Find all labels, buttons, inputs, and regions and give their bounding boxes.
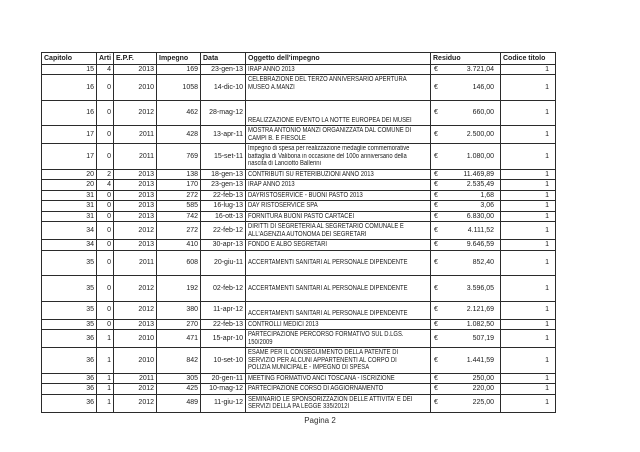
cell-capitolo: 15 — [42, 64, 97, 75]
cell-capitolo: 36 — [42, 384, 97, 395]
table-row — [42, 250, 556, 276]
table-row — [42, 348, 556, 374]
header-epf: E.P.F. — [114, 53, 157, 65]
oggetto-line: CONTRIBUTI SU RETERIBUZIONI ANNO 2013 — [248, 170, 374, 178]
cell-residuo — [431, 75, 501, 101]
cell-codice-titolo: 1 — [501, 330, 556, 348]
cell-codice-titolo: 1 — [501, 180, 556, 191]
oggetto-line: DIRITTI DI SEGRETERIA AL SEGRETARIO COMUNALE E — [248, 223, 404, 230]
table-row — [42, 75, 556, 101]
cell-residuo — [431, 64, 501, 75]
residuo-amount: 220,00 — [472, 385, 494, 392]
cell-epf: 2012 — [114, 384, 157, 395]
oggetto-line: IRAP ANNO 2013 — [248, 181, 295, 188]
cell-residuo — [431, 144, 501, 170]
cell-oggetto — [246, 319, 431, 330]
cell-codice-titolo: 1 — [501, 144, 556, 170]
euro-symbol: € — [434, 170, 438, 178]
cell-articolo: 4 — [97, 64, 114, 75]
cell-codice-titolo: 1 — [501, 75, 556, 101]
cell-impegno: 471 — [157, 330, 201, 348]
cell-codice-titolo: 1 — [501, 373, 556, 384]
cell-oggetto — [246, 100, 431, 126]
cell-articolo: 0 — [97, 319, 114, 330]
cell-epf: 2011 — [114, 250, 157, 276]
euro-symbol: € — [434, 226, 438, 234]
cell-articolo: 0 — [97, 75, 114, 101]
euro-symbol: € — [434, 374, 438, 382]
euro-symbol: € — [434, 306, 438, 314]
cell-codice-titolo: 1 — [501, 384, 556, 395]
cell-articolo: 0 — [97, 276, 114, 302]
oggetto-line: MUSEO A.MANZI — [248, 83, 295, 91]
cell-codice-titolo: 1 — [501, 276, 556, 302]
cell-impegno: 489 — [157, 394, 201, 412]
cell-oggetto — [246, 384, 431, 395]
cell-capitolo: 31 — [42, 201, 97, 212]
cell-articolo: 2 — [97, 169, 114, 180]
cell-impegno: 170 — [157, 180, 201, 191]
cell-articolo: 0 — [97, 126, 114, 144]
euro-symbol: € — [434, 152, 438, 160]
cell-data: 10-set-10 — [201, 348, 246, 374]
oggetto-line: ALL'AGENZIA AUTONOMA DEI SEGRETARI — [248, 230, 367, 238]
oggetto-line: SERVIZI DELLA PA LEGGE 335/2012I — [248, 403, 350, 410]
oggetto-line: CONTROLLI MEDICI 2013 — [248, 320, 319, 328]
cell-oggetto — [246, 211, 431, 222]
cell-capitolo: 34 — [42, 240, 97, 251]
table-row — [42, 144, 556, 170]
table-row — [42, 384, 556, 395]
cell-data: 20-gen-11 — [201, 373, 246, 384]
oggetto-line — [248, 303, 401, 311]
cell-capitolo: 36 — [42, 348, 97, 374]
cell-impegno: 842 — [157, 348, 201, 374]
cell-articolo: 1 — [97, 384, 114, 395]
residuo-amount: 2.500,00 — [466, 130, 494, 138]
cell-oggetto — [246, 126, 431, 144]
oggetto-line: POLIZIA MUNICIPALE - IMPEGNO DI SPESA — [248, 364, 370, 371]
oggetto-line — [248, 109, 401, 117]
cell-oggetto — [246, 394, 431, 412]
cell-epf: 2013 — [114, 201, 157, 212]
cell-epf: 2013 — [114, 180, 157, 191]
cell-data: 18-gen-13 — [201, 169, 246, 180]
cell-oggetto — [246, 144, 431, 170]
cell-codice-titolo: 1 — [501, 348, 556, 374]
cell-articolo: 0 — [97, 250, 114, 276]
cell-epf: 2013 — [114, 319, 157, 330]
cell-epf: 2010 — [114, 348, 157, 374]
cell-impegno: 380 — [157, 301, 201, 319]
table-row — [42, 319, 556, 330]
cell-residuo — [431, 373, 501, 384]
cell-oggetto — [246, 240, 431, 251]
oggetto-line: MOSTRA ANTONIO MANZI ORGANIZZATA DAL COMUNE DI — [248, 127, 412, 134]
table-body — [42, 64, 556, 412]
cell-data: 11-giu-12 — [201, 394, 246, 412]
residuo-amount: 11.469,89 — [463, 170, 494, 178]
euro-symbol: € — [434, 212, 438, 220]
table-row — [42, 190, 556, 201]
cell-residuo — [431, 394, 501, 412]
oggetto-line — [248, 277, 401, 285]
header-codice-titolo: Codice titolo — [501, 53, 556, 65]
cell-oggetto — [246, 180, 431, 191]
cell-oggetto — [246, 222, 431, 240]
cell-residuo — [431, 211, 501, 222]
oggetto-line: battaglia di Valibona in occasione del 100o anniversario della — [248, 152, 407, 160]
cell-data: 20-giu-11 — [201, 250, 246, 276]
cell-codice-titolo: 1 — [501, 190, 556, 201]
table-row — [42, 330, 556, 348]
cell-epf: 2011 — [114, 144, 157, 170]
cell-capitolo: 16 — [42, 100, 97, 126]
oggetto-line: FONDO E ALBO SEGRETARI — [248, 241, 327, 248]
oggetto-line: Impegno di spesa per realizzazione medaglie commemorative — [248, 145, 410, 152]
cell-residuo — [431, 222, 501, 240]
oggetto-line: 150/2009 — [248, 338, 273, 346]
cell-capitolo: 35 — [42, 301, 97, 319]
cell-impegno: 192 — [157, 276, 201, 302]
oggetto-line: FORNITURA BUONI PASTO CARTACEI — [248, 212, 355, 220]
cell-oggetto — [246, 201, 431, 212]
cell-data: 22-feb-13 — [201, 319, 246, 330]
euro-symbol: € — [434, 259, 438, 266]
cell-epf: 2013 — [114, 169, 157, 180]
oggetto-line: PARTECIPAZIONE PERCORSO FORMATIVO SUL D.LGS. — [248, 331, 404, 338]
cell-data: 22-feb-13 — [201, 190, 246, 201]
residuo-amount: 2.121,69 — [466, 306, 494, 314]
cell-data: 15-apr-10 — [201, 330, 246, 348]
cell-epf: 2011 — [114, 373, 157, 384]
residuo-amount: 660,00 — [472, 109, 494, 116]
table-row — [42, 394, 556, 412]
cell-oggetto — [246, 169, 431, 180]
residuo-amount: 852,40 — [472, 259, 494, 266]
residuo-amount: 4.111,52 — [467, 226, 494, 234]
residuo-amount: 9.646,59 — [466, 241, 494, 248]
residuo-amount: 250,00 — [472, 374, 494, 382]
cell-codice-titolo: 1 — [501, 100, 556, 126]
cell-residuo — [431, 190, 501, 201]
cell-residuo — [431, 330, 501, 348]
cell-residuo — [431, 250, 501, 276]
cell-oggetto — [246, 190, 431, 201]
cell-data: 30-apr-13 — [201, 240, 246, 251]
cell-epf: 2013 — [114, 64, 157, 75]
cell-impegno: 270 — [157, 319, 201, 330]
cell-epf: 2012 — [114, 222, 157, 240]
cell-capitolo: 35 — [42, 276, 97, 302]
cell-epf: 2011 — [114, 126, 157, 144]
cell-data: 14-dic-10 — [201, 75, 246, 101]
cell-epf: 2013 — [114, 211, 157, 222]
cell-epf: 2013 — [114, 190, 157, 201]
oggetto-line: REALIZZAZIONE EVENTO LA NOTTE EUROPEA DEI MUSEI — [248, 116, 412, 124]
oggetto-line: SEMINARIO LE SPONSORIZZAZION DELLE ATTIVITA' E DEI — [248, 395, 413, 403]
cell-residuo — [431, 180, 501, 191]
cell-oggetto — [246, 75, 431, 101]
table-row — [42, 169, 556, 180]
cell-articolo: 0 — [97, 222, 114, 240]
cell-capitolo: 36 — [42, 330, 97, 348]
cell-oggetto — [246, 301, 431, 319]
cell-residuo — [431, 240, 501, 251]
oggetto-line: ACCERTAMENTI SANITARI AL PERSONALE DIPENDENTE — [248, 310, 408, 317]
cell-epf: 2012 — [114, 301, 157, 319]
euro-symbol: € — [434, 191, 438, 199]
impegni-table — [41, 52, 556, 413]
euro-symbol: € — [434, 356, 438, 364]
table-row — [42, 201, 556, 212]
table-row — [42, 240, 556, 251]
residuo-amount: 6.830,00 — [466, 212, 494, 220]
cell-capitolo: 36 — [42, 394, 97, 412]
cell-impegno: 272 — [157, 190, 201, 201]
cell-articolo: 4 — [97, 180, 114, 191]
cell-capitolo: 20 — [42, 180, 97, 191]
header-data: Data — [201, 53, 246, 65]
cell-impegno: 1058 — [157, 75, 201, 101]
header-impegno: Impegno — [157, 53, 201, 65]
euro-symbol: € — [434, 284, 438, 292]
cell-articolo: 1 — [97, 394, 114, 412]
cell-codice-titolo: 1 — [501, 222, 556, 240]
residuo-amount: 1.080,00 — [466, 152, 494, 160]
cell-data: 22-feb-12 — [201, 222, 246, 240]
cell-impegno: 608 — [157, 250, 201, 276]
cell-codice-titolo: 1 — [501, 319, 556, 330]
euro-symbol: € — [434, 83, 438, 91]
header-capitolo: Capitolo — [42, 53, 97, 65]
oggetto-line: PARTECIPAZIONE CORSO DI AGGIORNAMENTO — [248, 385, 384, 392]
cell-epf: 2013 — [114, 240, 157, 251]
oggetto-line — [248, 91, 401, 99]
cell-impegno: 305 — [157, 373, 201, 384]
table-row — [42, 180, 556, 191]
table-row — [42, 100, 556, 126]
cell-articolo: 0 — [97, 144, 114, 170]
oggetto-line: ACCERTAMENTI SANITARI AL PERSONALE DIPENDENTE — [248, 284, 408, 292]
oggetto-line: CAMPI B. E FIESOLE — [248, 134, 306, 142]
residuo-amount: 2.535,49 — [466, 181, 494, 188]
cell-impegno: 585 — [157, 201, 201, 212]
cell-oggetto — [246, 250, 431, 276]
cell-data: 16-lug-13 — [201, 201, 246, 212]
cell-articolo: 0 — [97, 240, 114, 251]
cell-residuo — [431, 169, 501, 180]
oggetto-line: ACCERTAMENTI SANITARI AL PERSONALE DIPENDENTE — [248, 259, 408, 266]
cell-residuo — [431, 126, 501, 144]
cell-residuo — [431, 301, 501, 319]
euro-symbol: € — [434, 399, 438, 407]
cell-residuo — [431, 201, 501, 212]
euro-symbol: € — [434, 130, 438, 138]
cell-oggetto — [246, 373, 431, 384]
cell-articolo: 0 — [97, 190, 114, 201]
cell-data: 13-apr-11 — [201, 126, 246, 144]
oggetto-line — [248, 102, 401, 110]
cell-codice-titolo: 1 — [501, 201, 556, 212]
cell-data: 23-gen-13 — [201, 64, 246, 75]
cell-articolo: 0 — [97, 211, 114, 222]
cell-impegno: 425 — [157, 384, 201, 395]
euro-symbol: € — [434, 109, 438, 116]
cell-capitolo: 36 — [42, 373, 97, 384]
euro-symbol: € — [434, 65, 438, 73]
cell-impegno: 138 — [157, 169, 201, 180]
header-oggetto: Oggetto dell'impegno — [246, 53, 431, 65]
cell-data: 11-apr-12 — [201, 301, 246, 319]
cell-articolo: 0 — [97, 100, 114, 126]
cell-data: 23-gen-13 — [201, 180, 246, 191]
cell-capitolo: 17 — [42, 144, 97, 170]
header-articolo: Arti — [97, 53, 114, 65]
cell-codice-titolo: 1 — [501, 240, 556, 251]
page-number: Pagina 2 — [304, 416, 336, 425]
residuo-amount: 146,00 — [472, 83, 494, 91]
table-row — [42, 301, 556, 319]
cell-residuo — [431, 384, 501, 395]
cell-oggetto — [246, 330, 431, 348]
euro-symbol: € — [434, 320, 438, 328]
cell-capitolo: 31 — [42, 190, 97, 201]
header-residuo: Residuo — [431, 53, 501, 65]
table-row — [42, 211, 556, 222]
euro-symbol: € — [434, 385, 438, 392]
table-row — [42, 276, 556, 302]
cell-epf: 2012 — [114, 276, 157, 302]
cell-oggetto — [246, 276, 431, 302]
oggetto-line: CELEBRAZIONE DEL TERZO ANNIVERSARIO APERTURA — [248, 76, 407, 83]
cell-capitolo: 31 — [42, 211, 97, 222]
cell-codice-titolo: 1 — [501, 169, 556, 180]
residuo-amount: 1.441,59 — [466, 356, 494, 364]
euro-symbol: € — [434, 202, 438, 209]
cell-impegno: 410 — [157, 240, 201, 251]
cell-impegno: 769 — [157, 144, 201, 170]
residuo-amount: 1.082,50 — [466, 320, 494, 328]
residuo-amount: 1,68 — [480, 191, 494, 199]
table-header-row — [42, 53, 556, 65]
oggetto-line: DAYRISTOSERVICE - BUONI PASTO 2013 — [248, 191, 363, 199]
cell-data: 16-ott-13 — [201, 211, 246, 222]
cell-impegno: 169 — [157, 64, 201, 75]
cell-articolo: 1 — [97, 373, 114, 384]
cell-codice-titolo: 1 — [501, 126, 556, 144]
table-row — [42, 373, 556, 384]
cell-impegno: 272 — [157, 222, 201, 240]
euro-symbol: € — [434, 241, 438, 248]
residuo-amount: 225,00 — [472, 399, 494, 407]
table-row — [42, 126, 556, 144]
cell-capitolo: 34 — [42, 222, 97, 240]
cell-capitolo: 35 — [42, 319, 97, 330]
cell-codice-titolo: 1 — [501, 250, 556, 276]
cell-epf: 2010 — [114, 330, 157, 348]
cell-codice-titolo: 1 — [501, 64, 556, 75]
oggetto-line: nascita di Lanciotto Ballerini — [248, 160, 321, 167]
cell-epf: 2012 — [114, 100, 157, 126]
oggetto-line — [248, 252, 401, 260]
cell-epf: 2012 — [114, 394, 157, 412]
residuo-amount: 3.721,04 — [466, 65, 494, 73]
euro-symbol: € — [434, 334, 438, 342]
cell-data: 10-mag-12 — [201, 384, 246, 395]
table-row — [42, 64, 556, 75]
cell-residuo — [431, 319, 501, 330]
cell-residuo — [431, 276, 501, 302]
cell-capitolo: 16 — [42, 75, 97, 101]
cell-articolo: 0 — [97, 201, 114, 212]
euro-symbol: € — [434, 181, 438, 188]
cell-impegno: 462 — [157, 100, 201, 126]
cell-articolo: 1 — [97, 348, 114, 374]
oggetto-line — [248, 292, 401, 300]
cell-codice-titolo: 1 — [501, 301, 556, 319]
residuo-amount: 507,19 — [472, 334, 494, 342]
cell-data: 28-mag-12 — [201, 100, 246, 126]
oggetto-line: ESAME PER IL CONSEGUIMENTO DELLA PATENTE DI — [248, 349, 399, 356]
cell-oggetto — [246, 64, 431, 75]
residuo-amount: 3,06 — [480, 202, 494, 209]
cell-codice-titolo: 1 — [501, 394, 556, 412]
cell-capitolo: 35 — [42, 250, 97, 276]
oggetto-line: MEETING FORMATIVO ANCI TOSCANA - ISCRIZIONE — [248, 374, 395, 382]
residuo-amount: 3.596,05 — [466, 284, 494, 292]
oggetto-line: DAY RISTOSERVICE SPA — [248, 202, 318, 209]
cell-capitolo: 20 — [42, 169, 97, 180]
cell-articolo: 1 — [97, 330, 114, 348]
cell-oggetto — [246, 348, 431, 374]
cell-impegno: 428 — [157, 126, 201, 144]
cell-codice-titolo: 1 — [501, 211, 556, 222]
cell-residuo — [431, 348, 501, 374]
oggetto-line: SERVIZIO PER ALCUNI APPARTENENTI AL CORPO DI — [248, 356, 397, 364]
oggetto-line: IRAP ANNO 2013 — [248, 65, 295, 73]
cell-articolo: 0 — [97, 301, 114, 319]
cell-capitolo: 17 — [42, 126, 97, 144]
oggetto-line — [248, 267, 401, 275]
cell-residuo — [431, 100, 501, 126]
cell-data: 15-set-11 — [201, 144, 246, 170]
cell-epf: 2010 — [114, 75, 157, 101]
cell-data: 02-feb-12 — [201, 276, 246, 302]
table-row — [42, 222, 556, 240]
cell-impegno: 742 — [157, 211, 201, 222]
